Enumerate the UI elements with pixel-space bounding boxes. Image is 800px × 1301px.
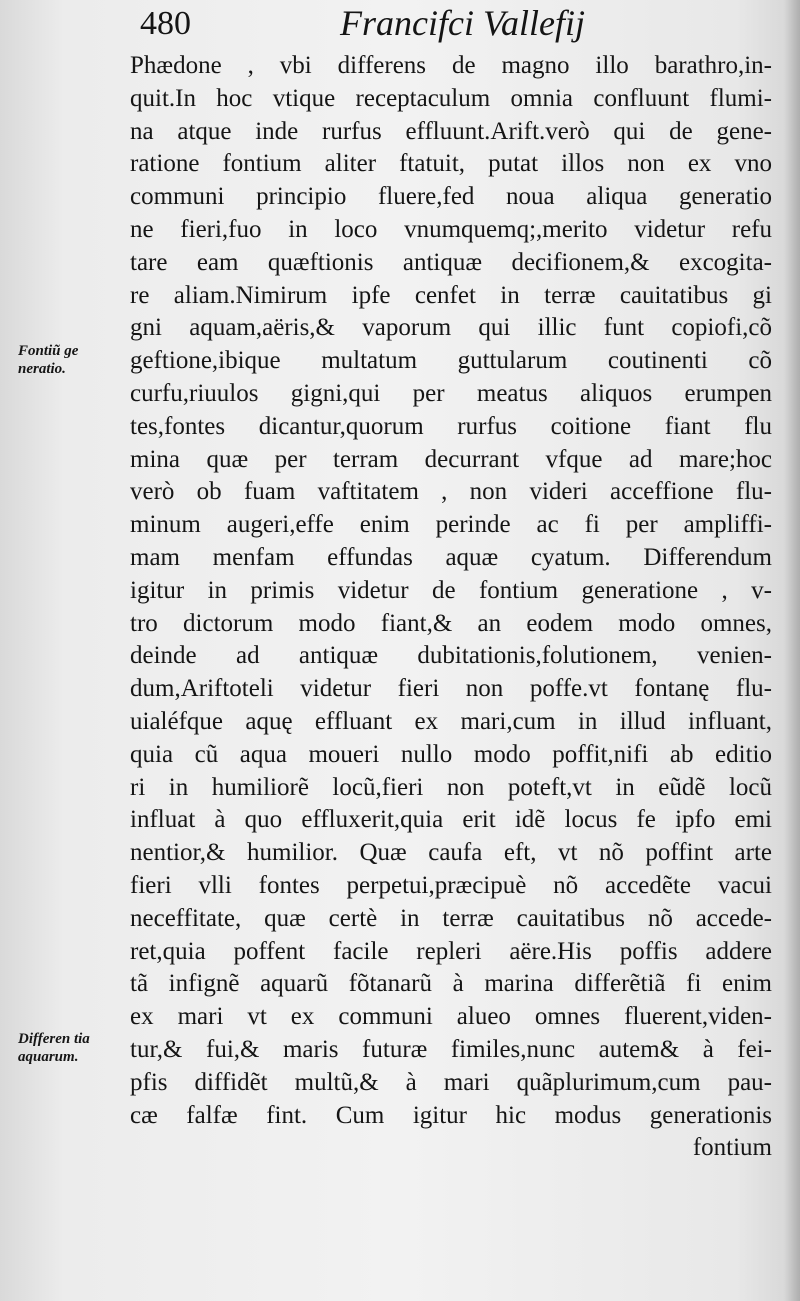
text-line: tã infignẽ aquarũ fõtanarũ à marina differẽtiã fi enim [130, 970, 772, 998]
text-line: neceffitate, quæ certè in terræ cauitatibus nõ accede- [130, 904, 772, 932]
text-line: mina quæ per terram decurrant vfque ad mare;hoc [130, 445, 772, 473]
text-line: mam menfam effundas aquæ cyatum. Differendum [130, 543, 772, 571]
text-line: cæ falfæ fint. Cum igitur hic modus generationis [130, 1101, 772, 1129]
text-line: pfis diffidẽt multũ,& à mari quãplurimum,cum pau- [130, 1068, 772, 1096]
page-edge-shadow [784, 0, 800, 1301]
text-line: tes,fontes dicantur,quorum rurfus coitione fiant flu [130, 412, 772, 440]
text-line: verò ob fuam vaftitatem , non videri acceffione flu- [130, 478, 772, 506]
text-line: Phædone , vbi differens de magno illo barathro,in- [130, 52, 772, 79]
text-line: igitur in primis videtur de fontium generatione , v- [130, 576, 772, 604]
text-line: gni aquam,aëris,& vaporum qui illic funt copiofi,cõ [130, 314, 772, 342]
text-line: ex mari vt ex communi alueo omnes fluerent,viden- [130, 1003, 772, 1031]
text-line: ne fieri,fuo in loco vnumquemq;,merito videtur refu [130, 215, 772, 243]
text-line: ri in humiliorẽ locũ,fieri non poteft,vt in eũdẽ locũ [130, 773, 772, 801]
text-line: na atque inde rurfus effluunt.Arift.verò qui de gene- [130, 117, 772, 145]
text-line: ret,quia poffent facile repleri aëre.His poffis addere [130, 937, 772, 965]
text-line: quit.In hoc vtique receptaculum omnia confluunt flumi- [130, 84, 772, 112]
marginal-note: Differen tia aquarum. [18, 1031, 90, 1065]
text-line: minum augeri,effe enim perinde ac fi per ampliffi- [130, 511, 772, 539]
text-line: quia cũ aqua moueri nullo modo poffit,nifi ab editio [130, 740, 772, 768]
text-line: curfu,riuulos gigni,qui per meatus aliquos erumpen [130, 379, 772, 407]
text-line: dum,Ariftoteli videtur fieri non poffe.vt fontanę flu- [130, 675, 772, 703]
text-line: ratione fontium aliter ftatuit, putat illos non ex vno [130, 150, 772, 178]
text-line: fieri vlli fontes perpetui,præcipuè nõ accedẽte vacui [130, 871, 772, 899]
text-line: deinde ad antiquæ dubitationis,folutionem, venien- [130, 642, 772, 670]
text-line: tro dictorum modo fiant,& an eodem modo omnes, [130, 609, 772, 637]
text-line: communi principio fluere,fed noua aliqua generatio [130, 183, 772, 211]
catchword: fontium [692, 1134, 772, 1162]
text-line: tare eam quæftionis antiquæ decifionem,& excogita- [130, 248, 772, 276]
page-number: 480 [140, 5, 191, 42]
marginal-note: Fontiũ ge neratio. [18, 343, 79, 377]
text-line: geftione,ibique multatum guttularum coutinenti cõ [130, 347, 772, 375]
text-line: uialéfque aquę effluant ex mari,cum in illud influant, [130, 707, 772, 735]
body-text [130, 50, 772, 1165]
running-head: Francifci Vallefij [340, 3, 585, 43]
text-line: tur,& fui,& maris futuræ fimiles,nunc autem& à fei- [130, 1035, 772, 1063]
text-line: re aliam.Nimirum ipfe cenfet in terræ cauitatibus gi [130, 281, 772, 309]
text-line: nentior,& humilior. Quæ caufa eft, vt nõ poffint arte [130, 839, 772, 867]
page-header [130, 0, 770, 50]
text-line: influat à quo effluxerit,quia erit idẽ locus fe ipfo emi [130, 806, 772, 834]
